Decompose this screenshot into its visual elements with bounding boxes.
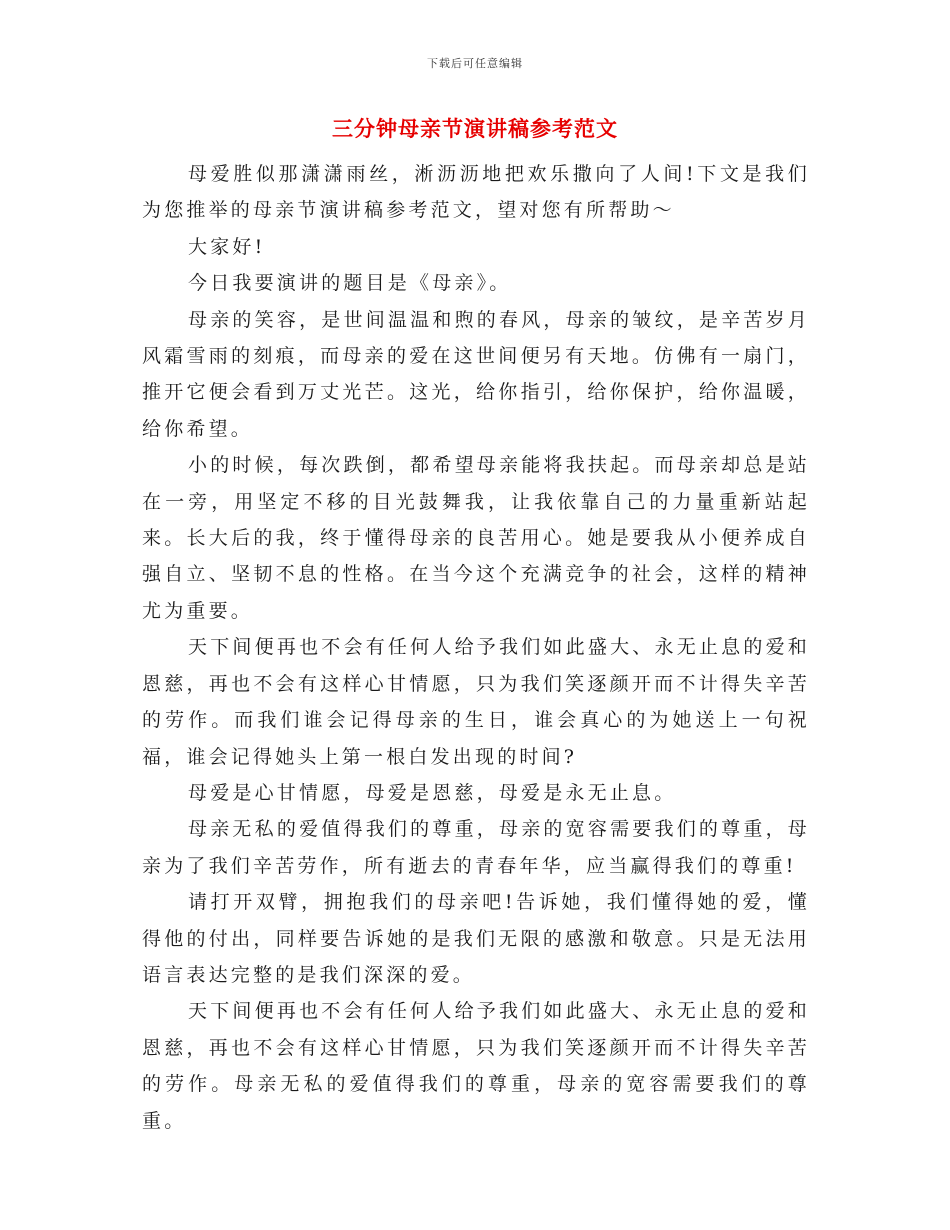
paragraph: 天下间便再也不会有任何人给予我们如此盛大、永无止息的爱和恩慈，再也不会有这样心甘情愿，只为我们笑逐颜开而不计得失辛苦的劳作。母亲无私的爱值得我们的尊重，母亲的宽容需要我们的尊重。: [142, 1000, 810, 1132]
document-body: [142, 156, 810, 1139]
paragraph: 母爱胜似那潇潇雨丝，淅沥沥地把欢乐撒向了人间!下文是我们为您推举的母亲节演讲稿参考范文，望对您有所帮助～: [142, 163, 810, 222]
header-note: 下载后可任意编辑: [427, 57, 523, 70]
paragraph: 请打开双臂，拥抱我们的母亲吧!告诉她，我们懂得她的爱，懂得他的付出，同样要告诉她的是我们无限的感激和敬意。只是无法用语言表达完整的是我们深深的爱。: [142, 891, 810, 986]
document-title: 三分钟母亲节演讲稿参考范文: [332, 117, 618, 141]
paragraph: 母亲无私的爱值得我们的尊重，母亲的宽容需要我们的尊重，母亲为了我们辛苦劳作，所有逝去的青春年华，应当赢得我们的尊重!: [142, 818, 810, 877]
paragraph: 小的时候，每次跌倒，都希望母亲能将我扶起。而母亲却总是站在一旁，用坚定不移的目光鼓舞我，让我依靠自己的力量重新站起来。长大后的我，终于懂得母亲的良苦用心。她是要我从小便养成自强自立、坚韧不息的性格。在当今这个充满竞争的社会，这样的精神尤为重要。: [142, 454, 810, 622]
paragraph: 大家好!: [188, 235, 266, 258]
paragraph: 天下间便再也不会有任何人给予我们如此盛大、永无止息的爱和恩慈，再也不会有这样心甘情愿，只为我们笑逐颜开而不计得失辛苦的劳作。而我们谁会记得母亲的生日，谁会真心的为她送上一句祝福，谁会记得她头上第一根白发出现的时间?: [142, 636, 810, 768]
paragraph: 今日我要演讲的题目是《母亲》。: [188, 272, 512, 295]
paragraph: 母亲的笑容，是世间温温和煦的春风，母亲的皱纹，是辛苦岁月风霜雪雨的刻痕，而母亲的爱在这世间便另有天地。仿佛有一扇门，推开它便会看到万丈光芒。这光，给你指引，给你保护，给你温暖，给你希望。: [142, 308, 810, 440]
paragraph: 母爱是心甘情愿，母爱是恩慈，母爱是永无止息。: [188, 781, 677, 804]
